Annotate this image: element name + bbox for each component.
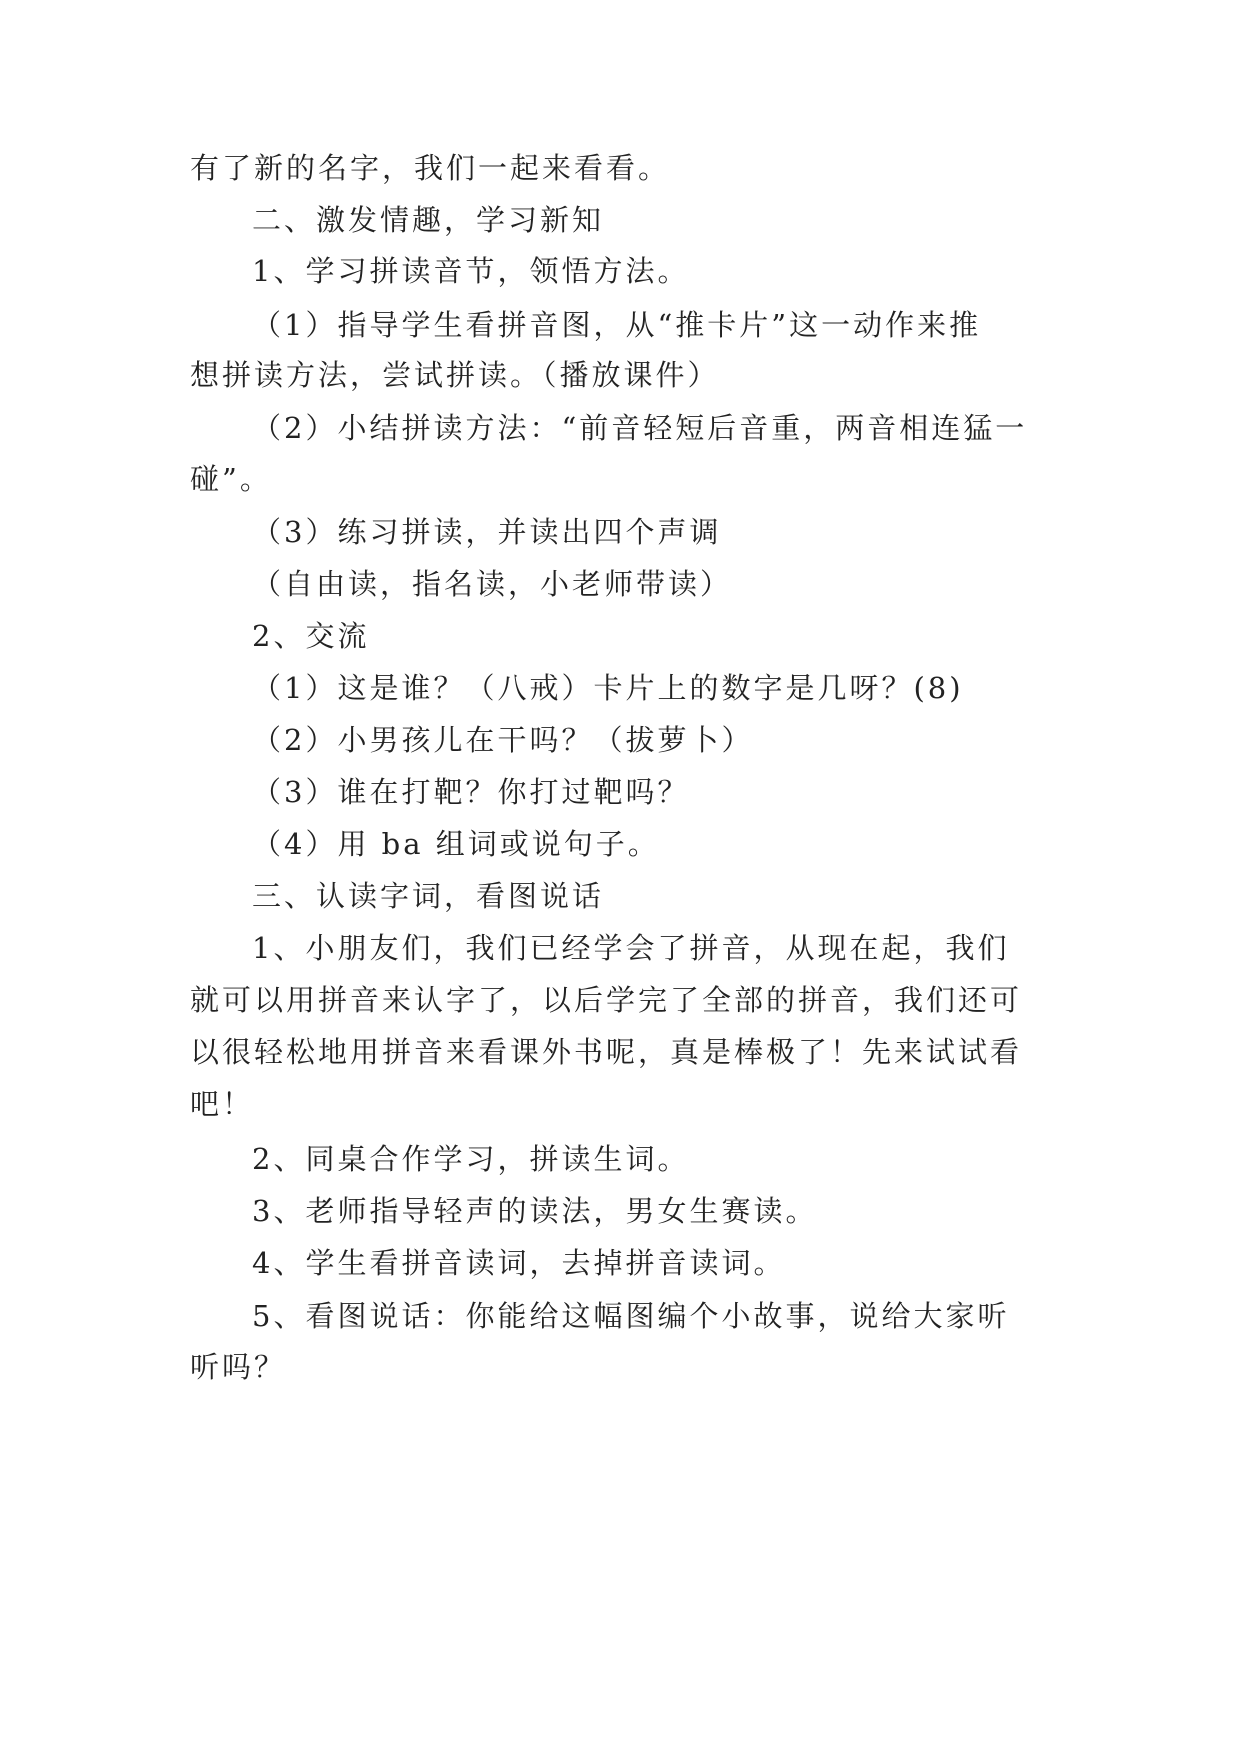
text-line: 4、学生看拼音读词，去掉拼音读词。 xyxy=(252,1246,786,1280)
text-line: （2）小结拼读方法：“前音轻短后音重，两音相连猛一 xyxy=(252,411,1028,445)
section-heading: 二、激发情趣，学习新知 xyxy=(252,203,605,237)
text-line: （3）谁在打靶？你打过靶吗？ xyxy=(252,775,690,809)
text-line: （4）用 ba 组词或说句子。 xyxy=(252,827,660,861)
text-line: 想拼读方法，尝试拼读。（播放课件） xyxy=(190,358,720,392)
text-line: 以很轻松地用拼音来看课外书呢，真是棒极了！先来试试看 xyxy=(190,1035,1023,1069)
section-heading: 三、认读字词，看图说话 xyxy=(252,879,605,913)
text-line: 碰”。 xyxy=(190,462,272,496)
text-line: 有了新的名字，我们一起来看看。 xyxy=(190,151,671,185)
text-line: 2、交流 xyxy=(252,619,370,653)
document-page xyxy=(190,0,1060,1754)
text-line: 3、老师指导轻声的读法，男女生赛读。 xyxy=(252,1194,818,1228)
text-line: 听吗？ xyxy=(190,1350,287,1384)
text-line: （自由读，指名读，小老师带读） xyxy=(252,567,733,601)
text-line: 2、同桌合作学习，拼读生词。 xyxy=(252,1142,690,1176)
text-line: 就可以用拼音来认字了，以后学完了全部的拼音，我们还可 xyxy=(190,983,1023,1017)
text-line: 吧！ xyxy=(190,1087,255,1121)
text-line: （3）练习拼读，并读出四个声调 xyxy=(252,515,722,549)
text-line: 1、小朋友们，我们已经学会了拼音，从现在起，我们 xyxy=(252,931,1010,965)
text-line: 5、看图说话：你能给这幅图编个小故事，说给大家听 xyxy=(252,1299,1010,1333)
text-line: 1、学习拼读音节，领悟方法。 xyxy=(252,254,690,288)
text-line: （1）指导学生看拼音图，从“推卡片”这一动作来推 xyxy=(252,308,982,342)
text-line: （1）这是谁？（八戒）卡片上的数字是几呀？(8) xyxy=(252,671,964,705)
text-line: （2）小男孩儿在干吗？（拔萝卜） xyxy=(252,723,754,757)
